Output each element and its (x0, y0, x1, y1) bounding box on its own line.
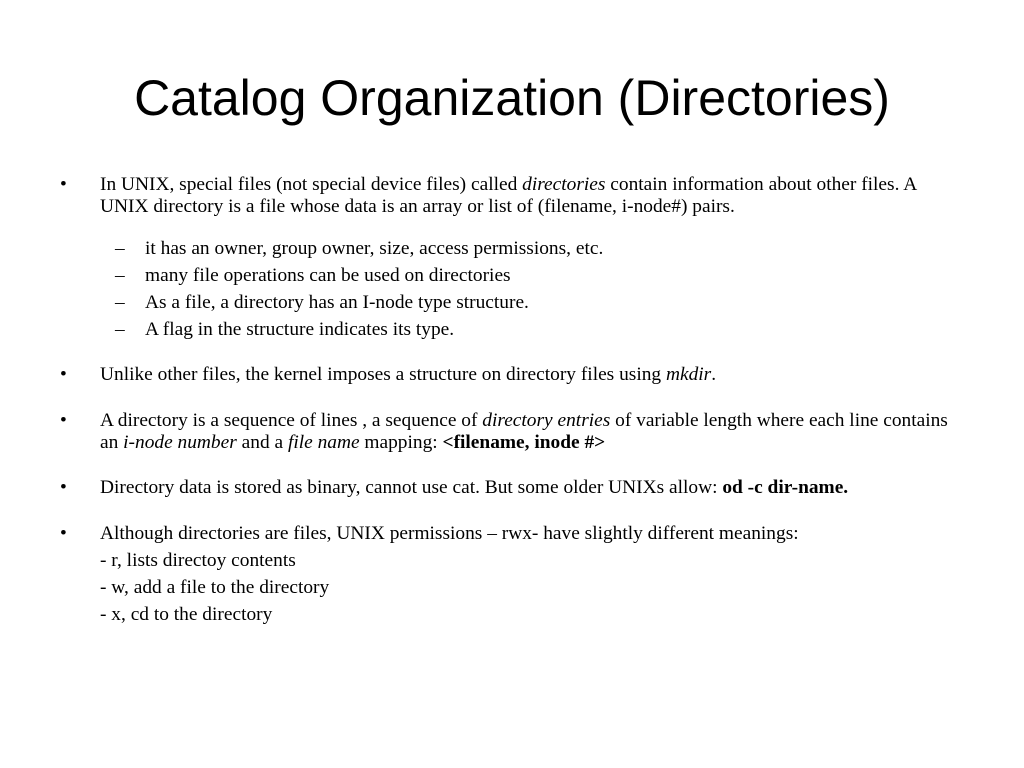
sub-bullet (60, 238, 960, 260)
sub-bullet (60, 265, 960, 287)
sub-bullet (60, 319, 960, 341)
bullet-marker: • (60, 477, 67, 499)
sub-bullet-text: it has an owner, group owner, size, access permissions, etc. (145, 237, 604, 259)
emphasis-text: mkdir (665, 364, 712, 386)
bullet-text: Directory data is stored as binary, cannot use cat. But some older UNIXs allow: (100, 477, 723, 499)
bullet-marker: • (60, 364, 67, 386)
permission-line: - r, lists directoy contents (100, 549, 296, 571)
emphasis-text: directory entries (482, 409, 611, 431)
sub-bullet-text: A flag in the structure indicates its type. (145, 319, 455, 341)
bullet-text: Although directories are files, UNIX permissions – rwx- have slightly different meanings: (100, 522, 799, 544)
strong-text: <filename, inode #> (442, 432, 606, 454)
permission-line: - x, cd to the directory (100, 604, 273, 626)
bullet-text: . (711, 364, 717, 386)
bullet-unix-directories (60, 174, 960, 219)
emphasis-text: directories (522, 174, 606, 195)
strong-text: od -c dir-name. (722, 477, 849, 499)
bullet-text: of variable length where each line contains an (100, 409, 948, 454)
emphasis-text: file name (287, 432, 360, 454)
bullet-permissions (60, 523, 960, 545)
emphasis-text: i-node number (123, 432, 237, 454)
bullet-text: contain information about other files. A UNIX directory is a file whose data is an array or list of (filename, i-node#) pairs. (100, 174, 917, 218)
sub-bullet-text: many file operations can be used on directories (145, 264, 511, 286)
sub-bullet (60, 292, 960, 314)
dash-marker: – (115, 319, 125, 341)
permission-line: - w, add a file to the directory (100, 577, 330, 599)
bullet-kernel-structure (60, 364, 960, 386)
bullet-text: mapping: (359, 432, 443, 454)
bullet-directory-entries (60, 410, 960, 455)
bullet-marker: • (60, 174, 67, 195)
bullet-text: and a (236, 432, 288, 454)
sub-bullet-text: As a file, a directory has an I-node type structure. (145, 291, 529, 313)
bullet-marker: • (60, 522, 67, 544)
bullet-text: In UNIX, special files (not special device files) called (100, 174, 523, 195)
bullet-text: Unlike other files, the kernel imposes a structure on directory files using (100, 364, 666, 386)
slide-body (60, 174, 960, 627)
dash-marker: – (115, 264, 125, 286)
bullet-text: A directory is a sequence of lines , a sequence of (100, 409, 483, 431)
slide-title: Catalog Organization (Directories) (134, 70, 890, 126)
dash-marker: – (115, 237, 125, 259)
bullet-binary-data (60, 477, 960, 499)
bullet-marker: • (60, 409, 67, 431)
dash-marker: – (115, 291, 125, 313)
